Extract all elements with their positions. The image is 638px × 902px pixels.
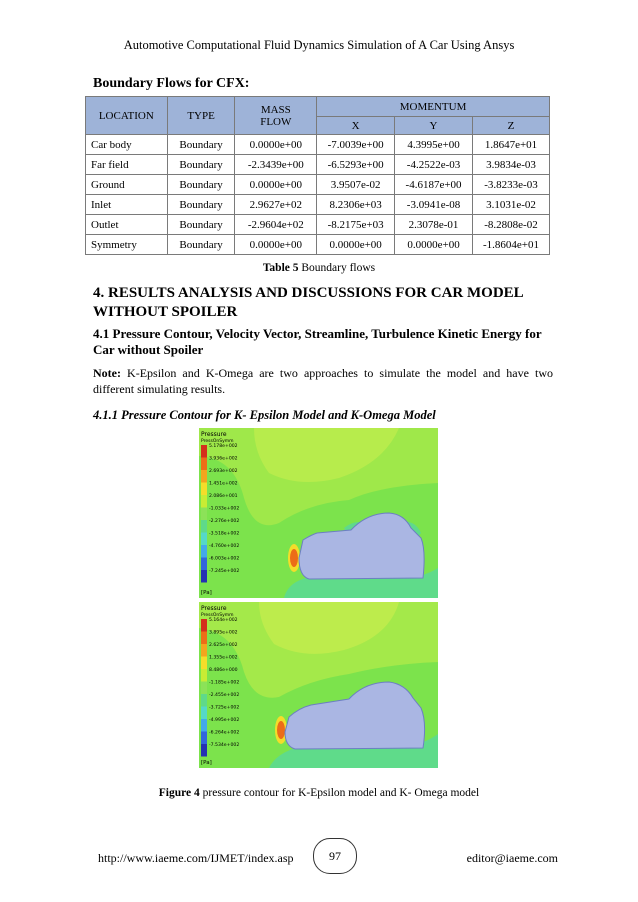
- legend-color-swatch: [201, 570, 207, 583]
- cell-x: -8.2175e+03: [317, 215, 395, 235]
- legend-unit: [Pa]: [201, 590, 212, 596]
- legend-color-swatch: [201, 682, 207, 695]
- legend-color-swatch: [201, 545, 207, 558]
- figure-caption-text: pressure contour for K-Epsilon model and K- Omega model: [199, 787, 480, 799]
- legend-subtitle: PressOnSymm: [201, 613, 234, 618]
- legend-level-label: -3.518e+002: [209, 531, 240, 537]
- legend-color-swatch: [201, 520, 207, 533]
- legend-color-swatch: [201, 458, 207, 471]
- boundary-flows-table: [85, 96, 550, 255]
- cell-z: -3.8233e-03: [472, 175, 549, 195]
- legend-level-label: -2.276e+002: [209, 519, 240, 524]
- col-header-type: TYPE: [167, 97, 235, 135]
- pressure-contour-k-epsilon: [199, 428, 438, 598]
- mass-flow-line2: FLOW: [260, 115, 292, 128]
- legend-color-swatch: [201, 483, 207, 496]
- legend-level-label: -2.455e+002: [209, 693, 240, 698]
- cell-type: Boundary: [167, 195, 235, 215]
- cell-location: Inlet: [86, 195, 168, 215]
- figure-caption-label: Figure 4: [158, 787, 200, 799]
- cell-location: Outlet: [86, 215, 168, 235]
- cell-x: 0.0000e+00: [317, 235, 395, 255]
- col-header-x: X: [317, 117, 395, 135]
- legend-level-label: 5.164e+002: [209, 618, 238, 623]
- cell-type: Boundary: [167, 235, 235, 255]
- cell-y: -4.2522e-03: [395, 155, 473, 175]
- note-text: K-Epsilon and K-Omega are two approaches to simulate the model and have two different simulating results.: [93, 366, 553, 396]
- legend-level-label: 1.451e+002: [209, 481, 238, 487]
- footer-email-link[interactable]: editor@iaeme.com: [466, 851, 558, 865]
- table-row: [86, 215, 550, 235]
- cell-y: -3.0941e-08: [395, 195, 473, 215]
- legend-level-label: -6.264e+002: [209, 730, 240, 736]
- col-header-mass-flow: [235, 97, 317, 135]
- legend-color-swatch: [201, 632, 207, 645]
- legend-title: Pressure: [201, 605, 227, 612]
- cell-location: Far field: [86, 155, 168, 175]
- legend-level-label: -4.760e+002: [209, 544, 240, 549]
- legend-level-label: 2.086e+001: [209, 494, 238, 499]
- cell-x: 3.9507e-02: [317, 175, 395, 195]
- cell-type: Boundary: [167, 215, 235, 235]
- cell-type: Boundary: [167, 135, 235, 155]
- legend-level-label: -1.185e+002: [209, 680, 240, 686]
- cell-y: 4.3995e+00: [395, 135, 473, 155]
- legend-subtitle: PressOnSymm: [201, 439, 234, 444]
- page-number: 97: [313, 838, 357, 874]
- legend-color-swatch: [201, 694, 207, 707]
- cell-mass-flow: 2.9627e+02: [235, 195, 317, 215]
- legend-color-swatch: [201, 470, 207, 483]
- cell-location: Car body: [86, 135, 168, 155]
- legend-color-swatch: [201, 669, 207, 682]
- legend-color-swatch: [201, 533, 207, 546]
- cell-location: Symmetry: [86, 235, 168, 255]
- running-header: Automotive Computational Fluid Dynamics Simulation of A Car Using Ansys: [123, 38, 515, 52]
- note-paragraph: [93, 365, 553, 397]
- footer-url-link[interactable]: http://www.iaeme.com/IJMET/index.asp: [98, 851, 294, 865]
- note-label: Note:: [93, 366, 121, 380]
- legend-level-label: -7.534e+002: [209, 743, 240, 748]
- mass-flow-line1: MASS: [260, 103, 291, 116]
- table-row: [86, 175, 550, 195]
- cell-mass-flow: -2.3439e+00: [235, 155, 317, 175]
- legend-color-swatch: [201, 719, 207, 732]
- table-row: [86, 135, 550, 155]
- section-4-1-1-heading: 4.1.1 Pressure Contour for K- Epsilon Model and K-Omega Model: [93, 408, 436, 422]
- cell-z: 3.1031e-02: [472, 195, 549, 215]
- cell-z: -8.2808e-02: [472, 215, 549, 235]
- section-4-heading: 4. RESULTS ANALYSIS AND DISCUSSIONS FOR CAR MODEL WITHOUT SPOILER: [93, 285, 523, 320]
- section-4-1-heading: 4.1 Pressure Contour, Velocity Vector, Streamline, Turbulence Kinetic Energy for Car without Spoiler: [93, 326, 542, 357]
- legend-color-swatch: [201, 732, 207, 745]
- cell-mass-flow: -2.9604e+02: [235, 215, 317, 235]
- section-label: Boundary Flows for CFX:: [93, 76, 250, 91]
- legend-color-swatch: [201, 644, 207, 657]
- legend-color-swatch: [201, 445, 207, 458]
- legend-color-swatch: [201, 508, 207, 521]
- legend-level-label: -3.725e+002: [209, 705, 240, 711]
- cell-mass-flow: 0.0000e+00: [235, 235, 317, 255]
- legend-title: Pressure: [201, 431, 227, 438]
- legend-level-label: 3.936e+002: [209, 456, 238, 462]
- contour-region: [290, 549, 298, 567]
- legend-level-label: -7.245e+002: [209, 569, 240, 574]
- cell-location: Ground: [86, 175, 168, 195]
- legend-level-label: 1.355e+002: [209, 655, 238, 661]
- legend-color-swatch: [201, 558, 207, 571]
- cell-x: -6.5293e+00: [317, 155, 395, 175]
- cell-type: Boundary: [167, 155, 235, 175]
- col-header-y: Y: [395, 117, 473, 135]
- legend-color-swatch: [201, 707, 207, 720]
- table-row: [86, 195, 550, 215]
- table-caption: [0, 262, 638, 274]
- col-header-location: LOCATION: [86, 97, 168, 135]
- cell-y: -4.6187e+00: [395, 175, 473, 195]
- legend-level-label: 2.693e+002: [209, 469, 238, 474]
- legend-level-label: 5.178e+002: [209, 444, 238, 449]
- cell-y: 0.0000e+00: [395, 235, 473, 255]
- legend-color-swatch: [201, 619, 207, 632]
- cell-z: 1.8647e+01: [472, 135, 549, 155]
- table-row: [86, 235, 550, 255]
- legend-level-label: 3.895e+002: [209, 630, 238, 636]
- legend-level-label: -4.995e+002: [209, 718, 240, 723]
- cell-type: Boundary: [167, 175, 235, 195]
- table-caption-text: Boundary flows: [298, 262, 376, 274]
- legend-level-label: -1.033e+002: [209, 506, 240, 512]
- cell-z: 3.9834e-03: [472, 155, 549, 175]
- legend-color-swatch: [201, 657, 207, 670]
- cell-x: 8.2306e+03: [317, 195, 395, 215]
- legend-color-swatch: [201, 744, 207, 757]
- legend-level-label: 2.625e+002: [209, 643, 238, 648]
- table-row: [86, 155, 550, 175]
- legend-level-label: -6.003e+002: [209, 556, 240, 562]
- col-header-momentum: MOMENTUM: [317, 97, 550, 117]
- contour-region: [277, 721, 285, 739]
- cell-z: -1.8604e+01: [472, 235, 549, 255]
- table-caption-label: Table 5: [262, 262, 299, 274]
- pressure-contour-k-omega: [199, 602, 438, 768]
- col-header-z: Z: [472, 117, 549, 135]
- cell-mass-flow: 0.0000e+00: [235, 175, 317, 195]
- cell-x: -7.0039e+00: [317, 135, 395, 155]
- legend-color-swatch: [201, 495, 207, 508]
- cell-mass-flow: 0.0000e+00: [235, 135, 317, 155]
- legend-level-label: 8.486e+000: [209, 668, 238, 673]
- figure-caption: [0, 787, 638, 799]
- legend-unit: [Pa]: [201, 760, 212, 766]
- cell-y: 2.3078e-01: [395, 215, 473, 235]
